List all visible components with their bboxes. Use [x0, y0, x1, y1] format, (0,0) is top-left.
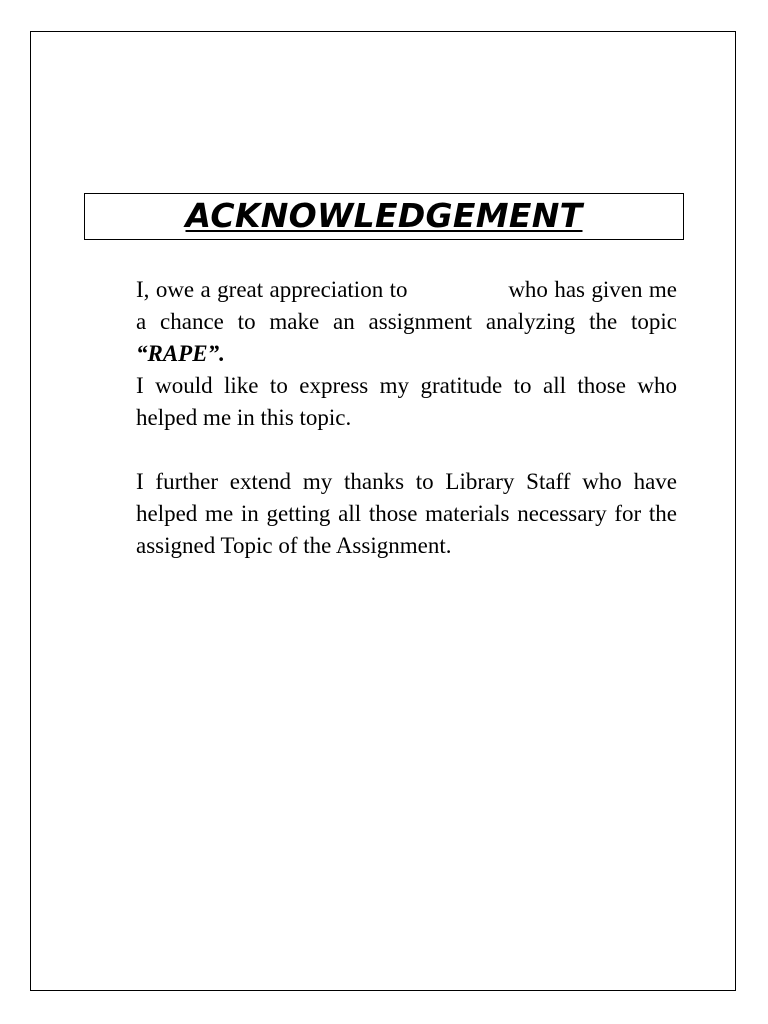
- appreciation-text-start: I, owe a great appreciation to: [136, 277, 408, 302]
- topic-name: “RAPE”.: [136, 341, 225, 366]
- paragraph-spacer: [136, 434, 677, 466]
- page-title: ACKNOWLEDGEMENT: [185, 196, 583, 235]
- library-thanks-paragraph: I further extend my thanks to Library Staff who have helped me in getting all those materials necessary for the assigned Topic of the Assignment.: [136, 469, 677, 558]
- acknowledgement-body: [136, 274, 677, 562]
- appreciation-text-end: who has given me a chance to make an assignment analyzing the topic: [136, 277, 677, 334]
- appreciation-paragraph: [136, 274, 677, 370]
- title-box: [84, 193, 684, 240]
- gratitude-paragraph: I would like to express my gratitude to all those who helped me in this topic.: [136, 373, 677, 430]
